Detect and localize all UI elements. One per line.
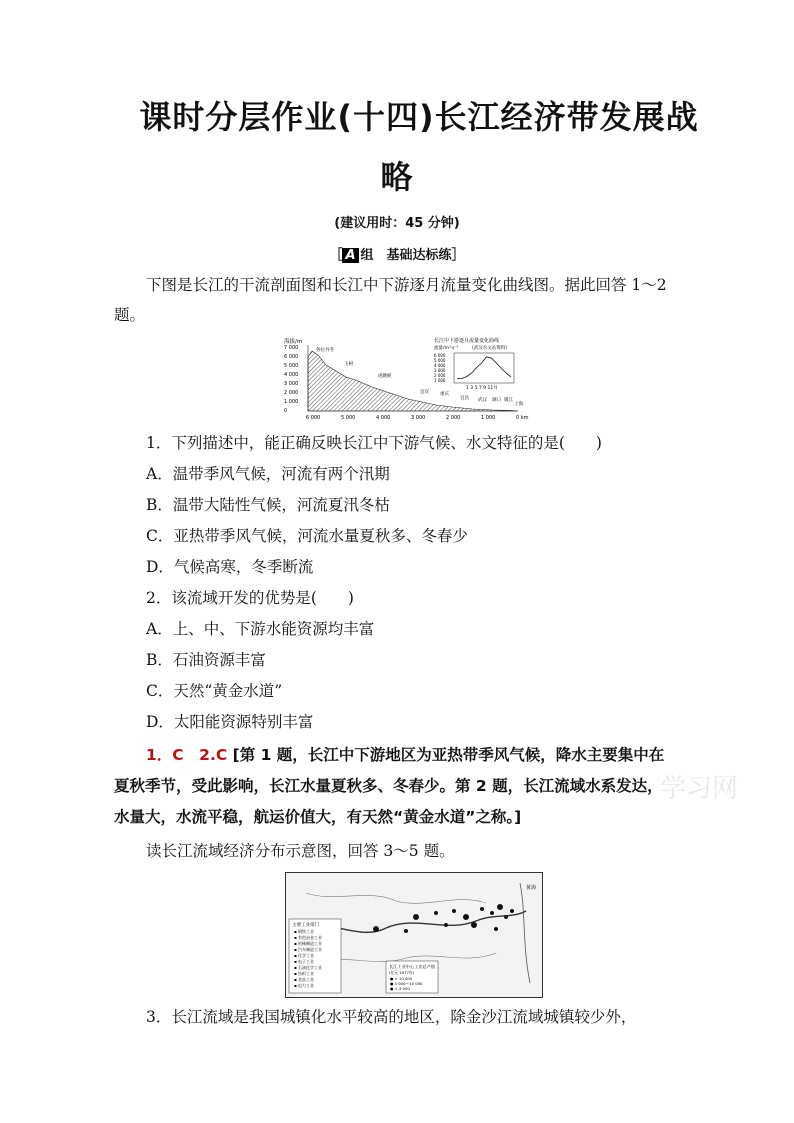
industrial-center-dot <box>504 915 508 919</box>
section-bracket-right: ］ <box>451 248 465 263</box>
industry-legend-item: ▪ 电力工业 <box>294 983 314 988</box>
answer-line2: 夏秋季节，受此影响，长江水量夏秋多、冬春少。第 2 题，长江流域水系发达， <box>114 777 663 795</box>
industrial-center-dot <box>404 929 408 933</box>
inset-ytick: 5 000 <box>434 358 446 363</box>
industrial-center-dot <box>497 904 503 910</box>
center-legend-item: ● > 10 000 <box>390 976 413 981</box>
profile-xtick: 2 000 <box>446 415 461 421</box>
q2-option-c: C．天然“黄金水道” <box>146 682 283 700</box>
sea-label: 黄海 <box>526 885 537 891</box>
industry-legend-item: ▪ 化学工业 <box>294 953 314 958</box>
q2-option-a: A．上、中、下游水能资源均丰富 <box>146 620 375 638</box>
page-title-line2: 略 <box>380 158 414 196</box>
industrial-center-dot <box>490 911 494 915</box>
place-label: 镇江 <box>504 398 513 403</box>
question-2: 2．该流域开发的优势是( ) <box>146 589 354 607</box>
q1-option-d: D．气候高寒，冬季断流 <box>146 558 314 576</box>
inset-note: (武汉水文站资料) <box>472 346 508 351</box>
profile-xtick: 6 000 <box>306 415 321 421</box>
center-legend-item: ● < 4 000 <box>390 986 410 991</box>
industrial-center-dot <box>480 907 484 911</box>
suggested-time: (建议用时：45 分钟) <box>334 216 460 231</box>
inset-ytick: 1 000 <box>434 378 446 383</box>
answer-key: 1．C 2.C <box>146 746 228 764</box>
industrial-center-dot <box>463 914 469 920</box>
industry-legend-item: ▪ 钢铁工业 <box>294 929 314 934</box>
inset-ylabel: 流量/m³·s⁻¹ <box>434 346 459 351</box>
industrial-center-dot <box>494 927 498 931</box>
place-label: 武汉 <box>478 398 487 403</box>
group-a-mark: A <box>342 248 358 263</box>
industrial-center-dot <box>413 914 419 920</box>
profile-xtick: 5 000 <box>341 415 356 421</box>
profile-ytick: 0 <box>284 408 288 414</box>
profile-xtick: 3 000 <box>411 415 426 421</box>
section-heading <box>0 244 794 263</box>
answer-line1 <box>146 740 664 771</box>
yangtze-profile-figure <box>282 335 540 427</box>
profile-ylabel: 海拔/m <box>284 339 303 345</box>
profile-ytick: 7 000 <box>284 345 299 351</box>
question-3: 3．长江流域是我国城镇化水平较高的地区，除金沙江流域城镇较少外， <box>146 1008 637 1026</box>
place-label: 上海 <box>514 402 523 407</box>
profile-xticks <box>306 415 529 421</box>
industry-legend-item: ▪ 有色冶金工业 <box>294 935 322 940</box>
profile-ytick: 1 000 <box>284 399 299 405</box>
inset-ytick: 2 000 <box>434 373 446 378</box>
inset-frame <box>454 353 514 383</box>
place-label: 宜昌 <box>460 396 469 401</box>
place-label: 各拉丹冬 <box>316 348 334 353</box>
place-label: 虎跳峡 <box>378 374 392 379</box>
question-1: 1．下列描述中，能正确反映长江中下游气候、水文特征的是( ) <box>146 434 602 452</box>
industrial-center-dot <box>452 909 456 913</box>
profile-xtick: 0 km <box>516 415 529 421</box>
industrial-center-dot <box>510 909 514 913</box>
industry-legend-item: ▪ 机械制造工业 <box>294 941 322 946</box>
industry-legend-item: ▪ 石油化学工业 <box>294 965 322 970</box>
profile-ytick: 4 000 <box>284 372 299 378</box>
place-label: 重庆 <box>440 392 449 397</box>
inset-flow-chart <box>434 353 514 383</box>
industry-legend-item: ▪ 电子工业 <box>294 959 314 964</box>
section-label: 组 基础达标练 <box>360 248 452 263</box>
intro-text-line1: 下图是长江的干流剖面图和长江中下游逐月流量变化曲线图。据此回答 1～2 <box>146 276 667 294</box>
place-label: 宜宾 <box>420 390 429 395</box>
inset-xticks: 1 3 5 7 9 11月 <box>466 386 498 391</box>
place-label: 湖口 <box>492 398 501 403</box>
q1-option-b: B．温带大陆性气候，河流夏汛冬枯 <box>146 496 390 514</box>
profile-ytick: 6 000 <box>284 354 299 360</box>
intro-text-2: 读长江流域经济分布示意图，回答 3～5 题。 <box>146 842 455 860</box>
industry-legend-item: ▪ 纺织工业 <box>294 971 314 976</box>
center-legend-note: (亿元 1977年) <box>389 970 415 975</box>
profile-ytick: 2 000 <box>284 390 299 396</box>
inset-ytick: 3 000 <box>434 368 446 373</box>
industrial-center-dot <box>471 922 477 928</box>
profile-yticks <box>284 345 298 414</box>
q2-option-d: D．太阳能资源特别丰富 <box>146 713 314 731</box>
industrial-center-dot <box>444 923 448 927</box>
industry-legend-title: 主要工业部门 <box>292 923 319 928</box>
inset-flow-line <box>457 357 511 379</box>
yangtze-economy-map <box>285 872 543 998</box>
inset-ytick: 6 000 <box>434 353 446 358</box>
q1-option-c: C．亚热带季风气候，河流水量夏秋多、冬春少 <box>146 527 468 545</box>
industry-legend-item: ▪ 食品工业 <box>294 977 314 982</box>
watermark: 学习网 <box>660 774 739 804</box>
profile-xtick: 1 000 <box>481 415 496 421</box>
q2-option-b: B．石油资源丰富 <box>146 651 266 669</box>
answer-line3: 水量大，水流平稳，航运价值大，有天然“黄金水道”之称。] <box>114 808 522 826</box>
center-legend-title: 长江工业中心工业总产值 <box>389 964 436 969</box>
q1-option-a: A．温带季风气候，河流有两个汛期 <box>146 465 390 483</box>
section-bracket-left: ［ <box>329 248 343 263</box>
profile-xtick: 4 000 <box>376 415 391 421</box>
profile-ytick: 5 000 <box>284 363 299 369</box>
center-legend-item: ● 4 000～10 000 <box>390 981 423 986</box>
intro-text-line2: 题。 <box>114 306 146 324</box>
answer-explanation-1: [第 1 题，长江中下游地区为亚热带季风气候，降水主要集中在 <box>232 746 665 764</box>
inset-ytick: 4 000 <box>434 363 446 368</box>
inset-title: 长江中下游逐月流量变化曲线 <box>434 338 500 344</box>
place-label: 玉树 <box>344 362 353 367</box>
industry-legend-item: ▪ 汽车制造工业 <box>294 947 322 952</box>
industrial-center-dot <box>373 926 379 932</box>
page-title-line1: 课时分层作业(十四)长江经济带发展战 <box>139 98 699 136</box>
profile-ytick: 3 000 <box>284 381 299 387</box>
industrial-center-dot <box>434 911 438 915</box>
